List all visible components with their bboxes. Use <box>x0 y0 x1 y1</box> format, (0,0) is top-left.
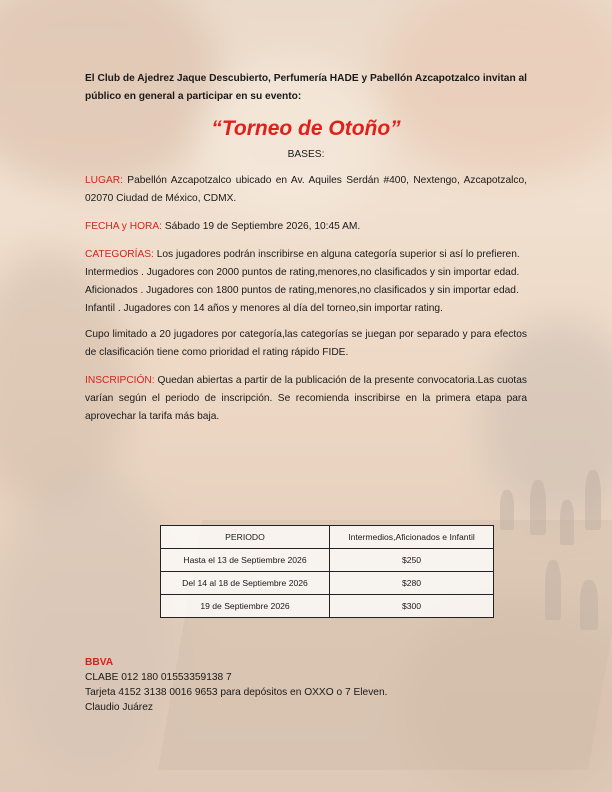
period-cell: Hasta el 13 de Septiembre 2026 <box>161 549 330 572</box>
card-number: Tarjeta 4152 3138 0016 9653 para depósitos en OXXO o 7 Eleven. <box>85 687 388 698</box>
lugar-label: LUGAR: <box>85 175 123 186</box>
event-title: “Torneo de Otoño” <box>211 117 401 140</box>
inscripcion-paragraph <box>85 372 527 426</box>
table-row <box>161 549 494 572</box>
flyer-body <box>85 70 527 426</box>
table-header-categorias: Intermedios,Aficionados e Infantil <box>330 526 494 549</box>
fecha-text: Sábado 19 de Septiembre 2026, 10:45 AM. <box>161 221 361 232</box>
bases-heading: BASES: <box>287 149 325 160</box>
payment-info <box>85 655 387 715</box>
categorias-text: Los jugadores podrán inscribirse en alguna categoría superior si así lo prefieren. <box>153 249 520 260</box>
table-header-periodo: PERIODO <box>161 526 330 549</box>
cupo-paragraph: Cupo limitado a 20 jugadores por categoría,las categorías se juegan por separado y para efectos de clasificación tiene como prioridad el rating rápido FIDE. <box>85 329 527 358</box>
intro-text: El Club de Ajedrez Jaque Descubierto, Perfumería HADE y Pabellón Azcapotzalco invitan al público en general a participar en su evento: <box>85 73 527 102</box>
fecha-paragraph <box>85 218 527 236</box>
clabe-number: CLABE 012 180 01553359138 7 <box>85 672 232 683</box>
category-aficionados: Aficionados . Jugadores con 1800 puntos de rating,menores,no clasificados y sin importar edad. <box>85 285 519 296</box>
table-header-row <box>161 526 494 549</box>
lugar-paragraph <box>85 172 527 208</box>
price-table <box>160 525 494 618</box>
inscripcion-text: Quedan abiertas a partir de la publicación de la presente convocatoria.Las cuotas varían según el periodo de inscripción. Se recomienda inscribirse en la primera etapa para aprovechar la tarifa más baja. <box>85 375 527 422</box>
category-intermedios: Intermedios . Jugadores con 2000 puntos de rating,menores,no clasificados y sin importar edad. <box>85 267 520 278</box>
category-infantil: Infantil . Jugadores con 14 años y menores al día del torneo,sin importar rating. <box>85 303 443 314</box>
bank-name: BBVA <box>85 657 114 668</box>
lugar-text: Pabellón Azcapotzalco ubicado en Av. Aquiles Serdán #400, Nextengo, Azcapotzalco, 02070 Ciudad de México, CDMX. <box>85 175 527 204</box>
account-holder: Claudio Juárez <box>85 702 153 713</box>
table-row <box>161 595 494 618</box>
period-cell: Del 14 al 18 de Septiembre 2026 <box>161 572 330 595</box>
table-row <box>161 572 494 595</box>
categorias-label: CATEGORÍAS: <box>85 249 154 260</box>
period-cell: 19 de Septiembre 2026 <box>161 595 330 618</box>
categorias-paragraph <box>85 246 527 264</box>
price-cell: $280 <box>330 572 494 595</box>
price-cell: $300 <box>330 595 494 618</box>
inscripcion-label: INSCRIPCIÓN: <box>85 375 155 386</box>
fecha-label: FECHA y HORA: <box>85 221 162 232</box>
price-cell: $250 <box>330 549 494 572</box>
